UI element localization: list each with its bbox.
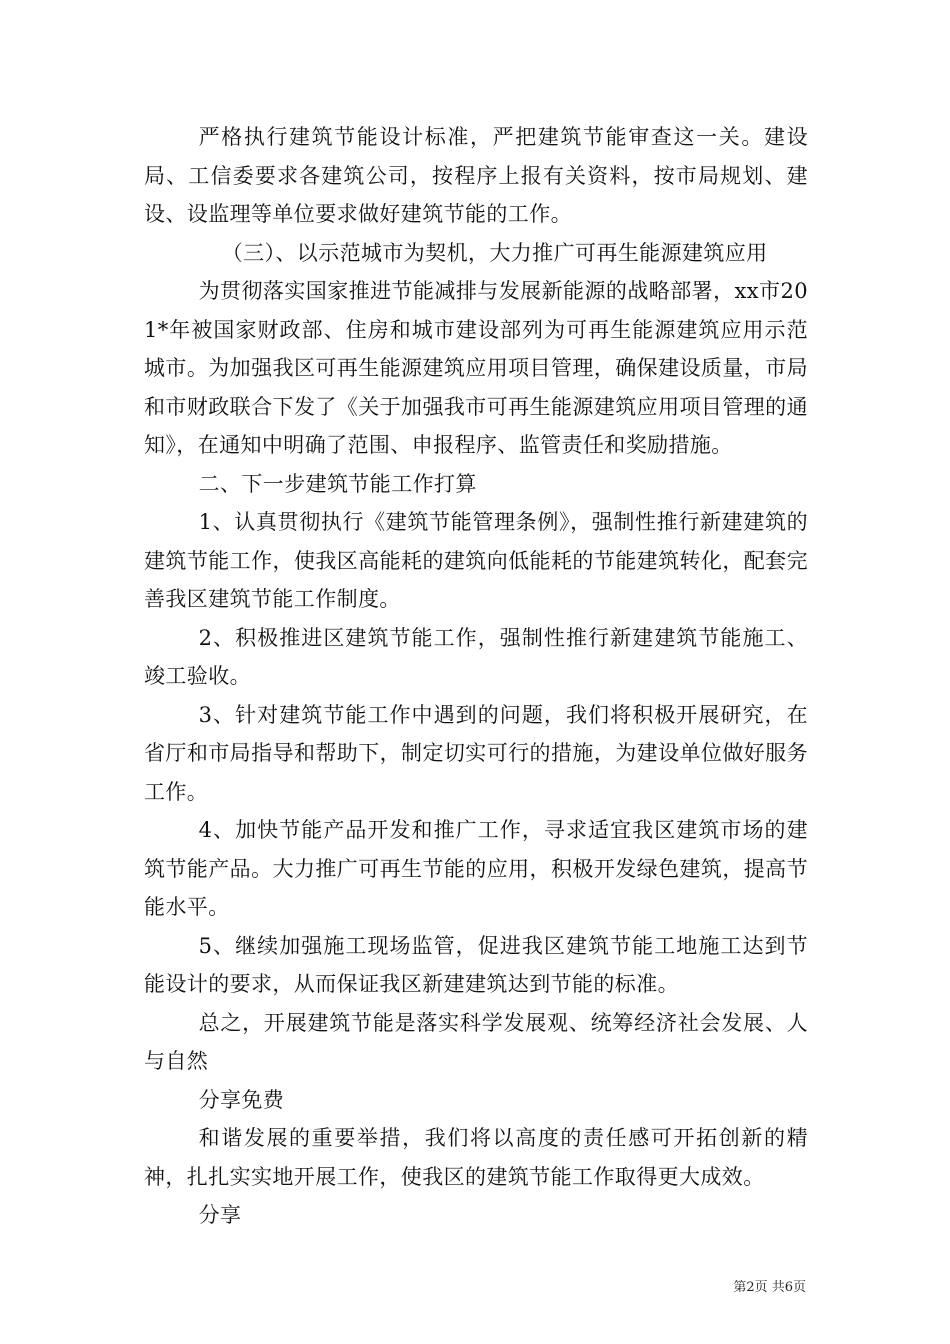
page-number: 第2页 共6页 [733,1280,806,1295]
list-item-1: 1、认真贯彻执行《建筑节能管理条例》，强制性推行新建建筑的建筑节能工作，使我区高能耗的建筑向低能耗的节能建筑转化，配套完善我区建筑节能工作制度。 [144,510,808,611]
list-item-4: 4、加快节能产品开发和推广工作，寻求适宜我区建筑市场的建筑节能产品。大力推广可再生节能的应用，积极开发绿色建筑，提高节能水平。 [144,818,808,919]
document-body [144,118,808,1235]
list-item-5: 5、继续加强施工现场监管，促进我区建筑节能工地施工达到节能设计的要求，从而保证我区新建建筑达到节能的标准。 [144,933,808,996]
section-heading-next-steps: 二、下一步建筑节能工作打算 [198,471,477,496]
paragraph-conclusion-continued: 和谐发展的重要举措，我们将以高度的责任感可开拓创新的精神，扎扎实实地开展工作，使我区的建筑节能工作取得更大成效。 [144,1126,808,1189]
section-heading-demonstration-city: （三）、以示范城市为契机，大力推广可再生能源建筑应用 [221,240,768,265]
list-item-3: 3、针对建筑节能工作中遇到的问题，我们将积极开展研究，在省厅和市局指导和帮助下，制定切实可行的措施，为建设单位做好服务工作。 [144,702,808,804]
paragraph-renewable-energy: 为贯彻落实国家推进节能减排与发展新能源的战略部署，xx市201*年被国家财政部、住房和城市建设部列为可再生能源建筑应用示范城市。为加强我区可再生能源建筑应用项目管理，确保建设质量，市局和市财政联合下发了《关于加强我市可再生能源建筑应用项目管理的通知》，在通知中明确了范围、申报程序、监管责任和奖励措施。 [144,279,808,457]
share-text: 分享 [198,1203,242,1227]
paragraph-conclusion: 总之，开展建筑节能是落实科学发展观、统筹经济社会发展、人与自然 [144,1010,808,1073]
list-item-2: 2、积极推进区建筑节能工作，强制性推行新建建筑节能施工、竣工验收。 [144,625,808,688]
paragraph-energy-standards: 严格执行建筑节能设计标准，严把建筑节能审查这一关。建设局、工信委要求各建筑公司，按程序上报有关资料，按市局规划、建设、设监理等单位要求做好建筑节能的工作。 [144,125,808,226]
share-free-text: 分享免费 [198,1087,285,1112]
